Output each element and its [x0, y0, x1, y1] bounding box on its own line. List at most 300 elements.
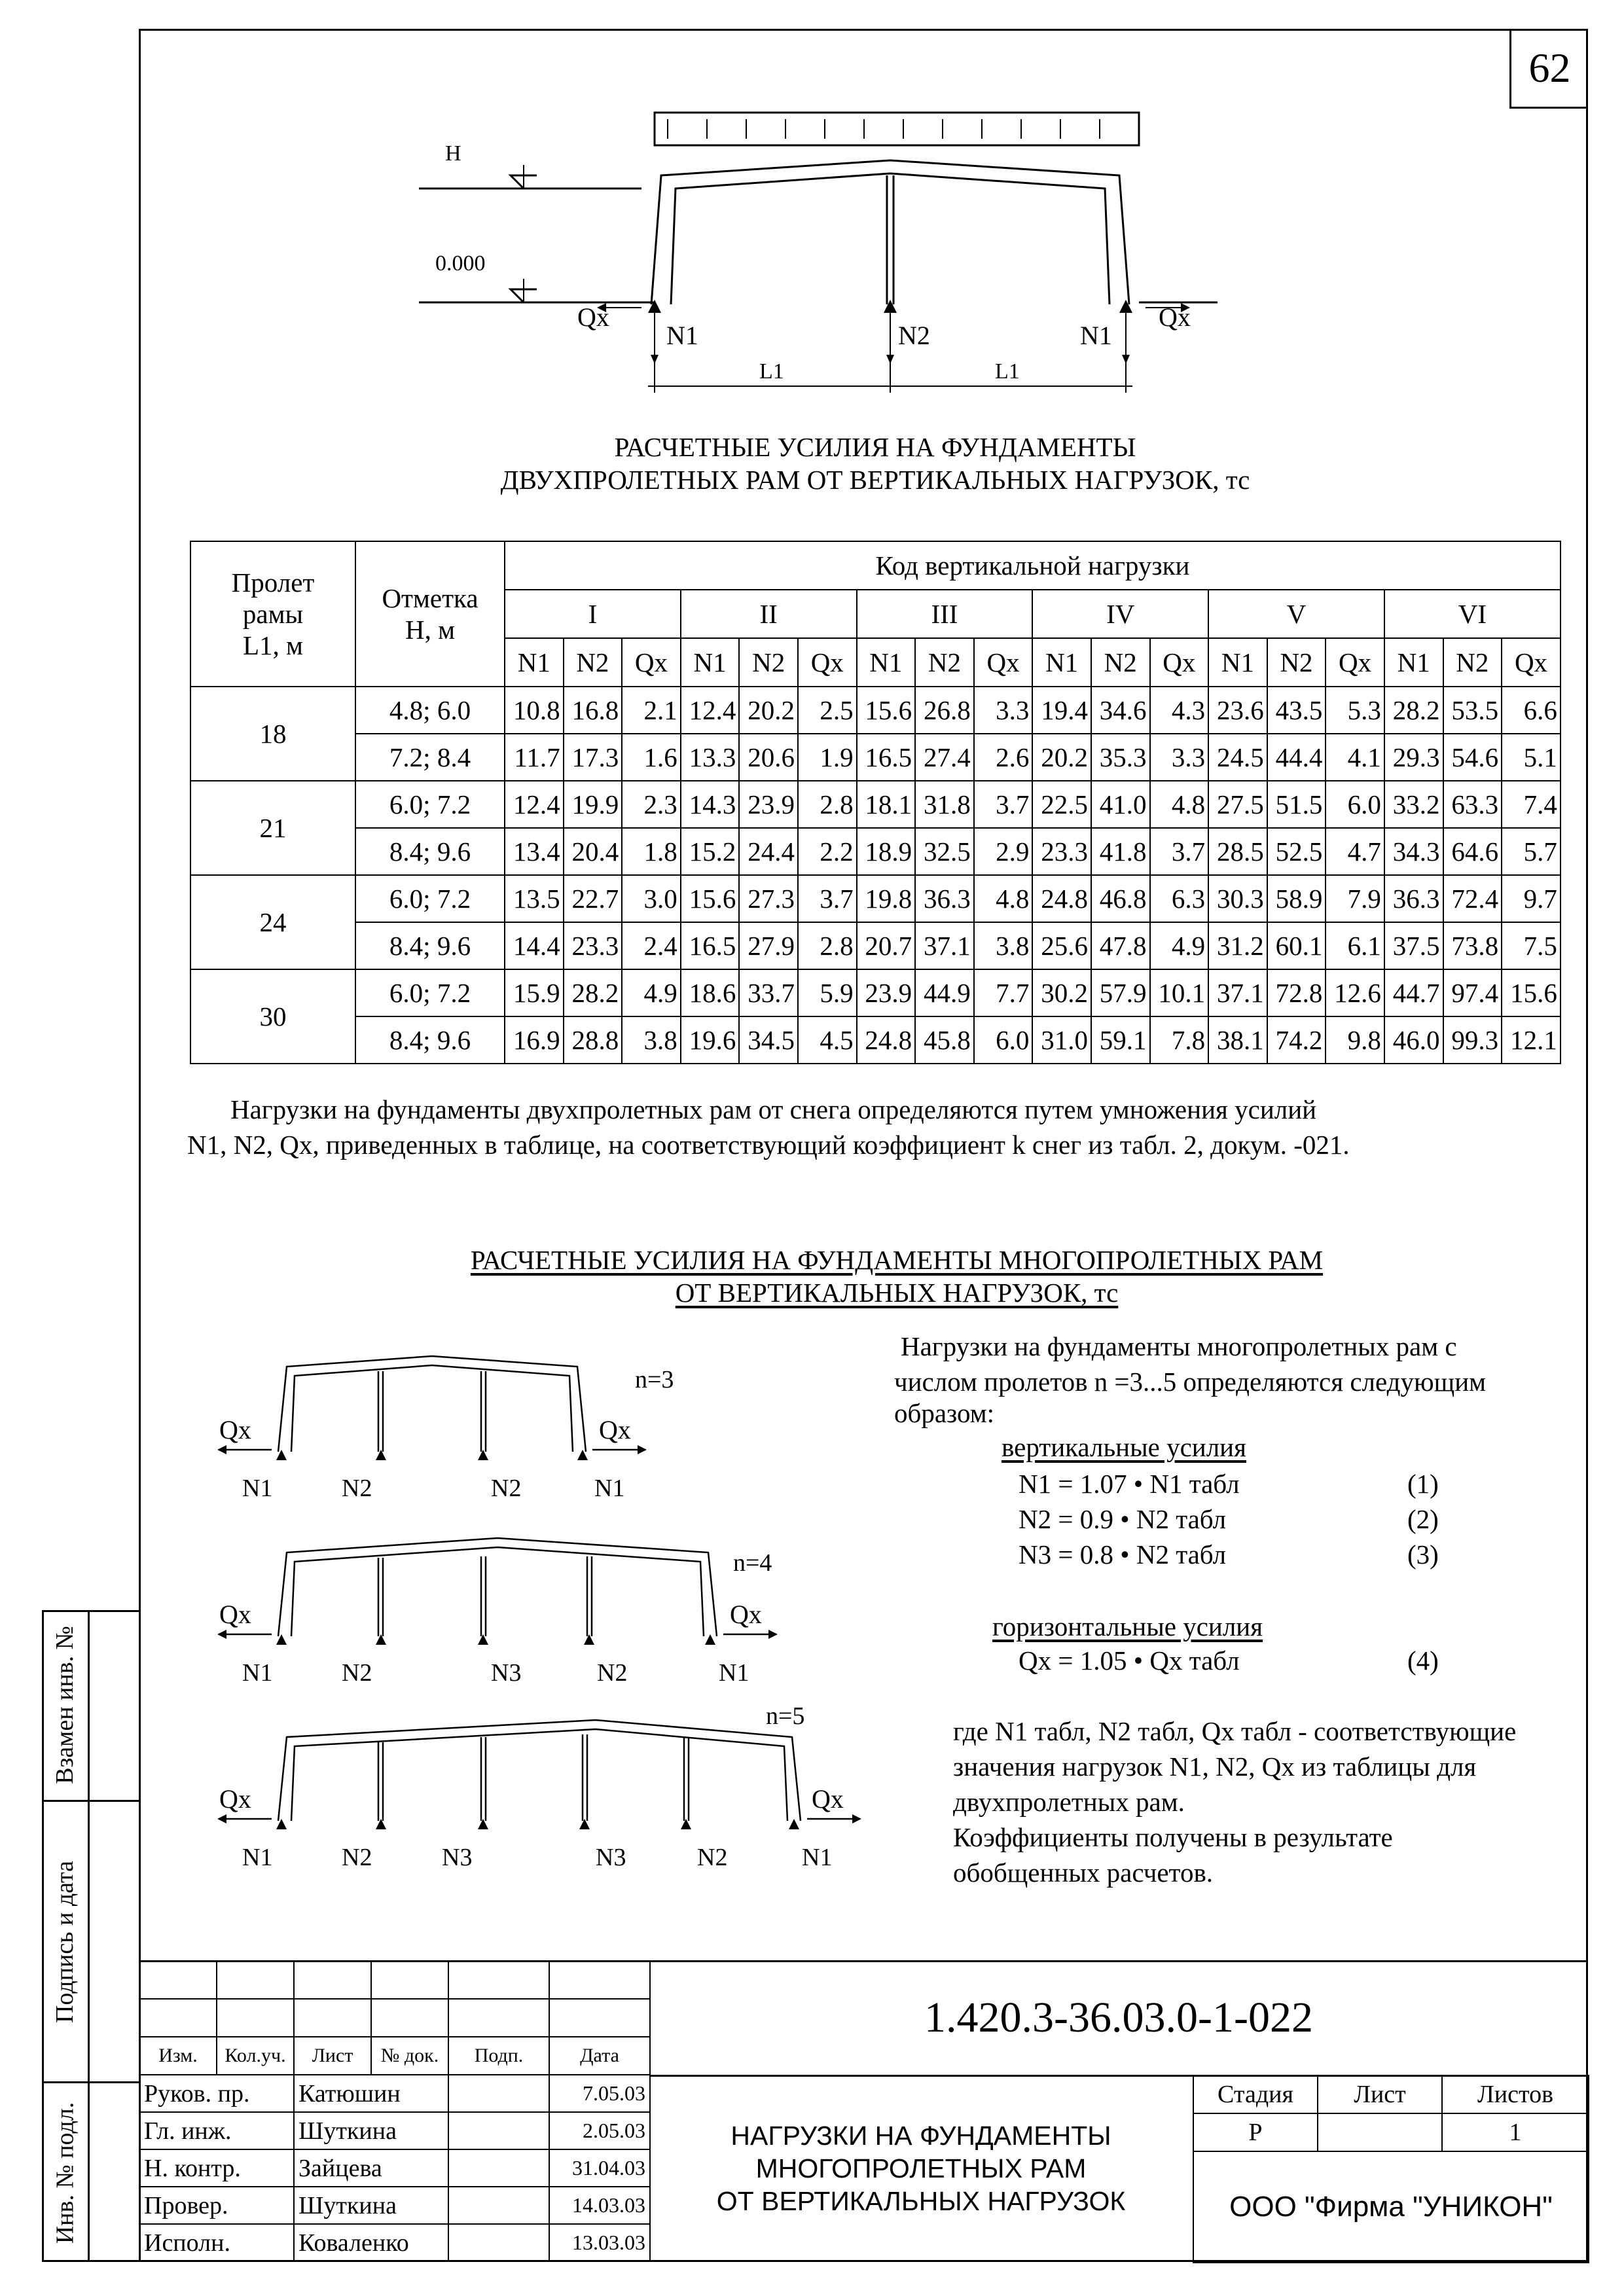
note1-line2: N1, N2, Qx, приведенных в таблице, на соответствующий коэффициент k снег из табл. 2, докум. -021. — [187, 1130, 1350, 1160]
sign-label — [42, 1802, 88, 2081]
signer-role: Исполн. — [139, 2224, 294, 2261]
value-cell: 18.9 — [857, 828, 916, 875]
value-cell: 43.5 — [1267, 687, 1326, 734]
value-cell: 34.5 — [739, 1016, 798, 1064]
value-cell: 30.3 — [1208, 875, 1267, 922]
coef-line2: обобщенных расчетов. — [953, 1857, 1214, 1888]
value-cell: 18.1 — [857, 781, 916, 828]
section1-title — [190, 431, 1561, 496]
value-cell: 15.6 — [1502, 969, 1561, 1016]
value-cell: 19.6 — [681, 1016, 740, 1064]
value-cell: 41.8 — [1091, 828, 1150, 875]
value-cell: 23.3 — [1032, 828, 1091, 875]
signer-role: Н. контр. — [139, 2149, 294, 2187]
mark-cell: 4.8; 6.0 — [355, 687, 505, 734]
sheets-label: Листов — [1442, 2075, 1589, 2113]
label-zero: 0.000 — [435, 251, 486, 276]
value-cell: 34.6 — [1091, 687, 1150, 734]
sub-header: N2 — [1267, 638, 1326, 687]
section1-title-line2: ДВУХПРОЛЕТНЫХ РАМ ОТ ВЕРТИКАЛЬНЫХ НАГРУЗОК, тс — [500, 465, 1250, 495]
value-cell: 12.4 — [681, 687, 740, 734]
value-cell: 4.9 — [622, 969, 681, 1016]
value-cell: 6.0 — [974, 1016, 1033, 1064]
span-cell: 18 — [190, 687, 355, 781]
signer-row — [139, 2224, 650, 2261]
value-cell: 41.0 — [1091, 781, 1150, 828]
value-cell: 1.9 — [798, 734, 857, 781]
value-cell: 58.9 — [1267, 875, 1326, 922]
signer-date: 7.05.03 — [549, 2075, 650, 2112]
value-cell: 27.9 — [739, 922, 798, 969]
value-cell: 5.1 — [1502, 734, 1561, 781]
inv-label — [42, 2083, 88, 2262]
value-cell: 15.2 — [681, 828, 740, 875]
stamp-left — [139, 1960, 651, 2262]
value-cell: 28.2 — [564, 969, 623, 1016]
head-doc: № док. — [371, 2037, 448, 2075]
value-cell: 4.9 — [1150, 922, 1209, 969]
value-cell: 19.9 — [564, 781, 623, 828]
value-cell: 12.1 — [1502, 1016, 1561, 1064]
value-cell: 10.8 — [505, 687, 564, 734]
horizontal-heading: горизонтальные усилия — [992, 1611, 1263, 1641]
value-cell: 6.3 — [1150, 875, 1209, 922]
table-row — [190, 687, 1561, 734]
value-cell: 4.7 — [1326, 828, 1384, 875]
n3-n2-a: N2 — [342, 1475, 372, 1502]
sub-header: N1 — [1032, 638, 1091, 687]
n5-qx-left: Qx — [219, 1784, 251, 1814]
sub-header: N1 — [1384, 638, 1443, 687]
replace-label — [42, 1610, 88, 1800]
label-l1-left: L1 — [759, 359, 784, 384]
n5-n1-right: N1 — [802, 1844, 833, 1871]
value-cell: 74.2 — [1267, 1016, 1326, 1064]
value-cell: 22.7 — [564, 875, 623, 922]
value-cell: 57.9 — [1091, 969, 1150, 1016]
value-cell: 2.8 — [798, 922, 857, 969]
value-cell: 24.5 — [1208, 734, 1267, 781]
value-cell: 7.8 — [1150, 1016, 1209, 1064]
n4-qx-right: Qx — [730, 1600, 762, 1629]
table-row — [190, 828, 1561, 875]
n4-n3: N3 — [491, 1659, 522, 1687]
value-cell: 1.8 — [622, 828, 681, 875]
span-header — [190, 541, 355, 687]
value-cell: 29.3 — [1384, 734, 1443, 781]
signer-name: Катюшин — [294, 2075, 448, 2112]
stamp-right — [1193, 2075, 1589, 2263]
signer-role: Гл. инж. — [139, 2112, 294, 2149]
value-cell: 99.3 — [1443, 1016, 1502, 1064]
value-cell: 23.3 — [564, 922, 623, 969]
value-cell: 6.6 — [1502, 687, 1561, 734]
signer-date: 2.05.03 — [549, 2112, 650, 2149]
label-h: H — [445, 141, 461, 166]
value-cell: 28.2 — [1384, 687, 1443, 734]
span-cell: 21 — [190, 781, 355, 875]
value-cell: 33.2 — [1384, 781, 1443, 828]
value-cell: 7.4 — [1502, 781, 1561, 828]
multi-span-frames — [209, 1342, 890, 1885]
value-cell: 12.6 — [1326, 969, 1384, 1016]
signer-name: Шуткина — [294, 2112, 448, 2149]
value-cell: 28.8 — [564, 1016, 623, 1064]
where-line3: двухпролетных рам. — [953, 1787, 1185, 1817]
value-cell: 44.7 — [1384, 969, 1443, 1016]
value-cell: 13.4 — [505, 828, 564, 875]
head-list: Лист — [294, 2037, 371, 2075]
value-cell: 19.8 — [857, 875, 916, 922]
value-cell: 26.8 — [915, 687, 974, 734]
signer-signature — [448, 2187, 549, 2224]
n3-label: n=3 — [635, 1366, 674, 1393]
formula3: N3 = 0.8 • N2 табл — [1019, 1539, 1227, 1570]
n3-qx-left: Qx — [219, 1415, 251, 1444]
formula3-num: (3) — [1407, 1539, 1439, 1570]
table-row — [190, 875, 1561, 922]
mark-cell: 8.4; 9.6 — [355, 1016, 505, 1064]
value-cell: 46.8 — [1091, 875, 1150, 922]
value-cell: 37.1 — [1208, 969, 1267, 1016]
stage-value: Р — [1193, 2113, 1318, 2151]
stamp-title-line1: НАГРУЗКИ НА ФУНДАМЕНТЫ — [731, 2121, 1111, 2151]
sub-header: N1 — [505, 638, 564, 687]
label-l1-right: L1 — [995, 359, 1020, 384]
signer-row — [139, 2187, 650, 2224]
value-cell: 24.8 — [1032, 875, 1091, 922]
section2-title-line2: ОТ ВЕРТИКАЛЬНЫХ НАГРУЗОК, тс — [675, 1278, 1119, 1308]
stamp-title-line2: МНОГОПРОЛЕТНЫХ РАМ — [755, 2153, 1087, 2183]
value-cell: 14.4 — [505, 922, 564, 969]
intro-line1: Нагрузки на фундаменты многопролетных рам с — [901, 1331, 1457, 1361]
value-cell: 3.8 — [974, 922, 1033, 969]
value-cell: 3.3 — [1150, 734, 1209, 781]
company-name: ООО "Фирма "УНИКОН" — [1193, 2151, 1589, 2263]
value-cell: 60.1 — [1267, 922, 1326, 969]
value-cell: 17.3 — [564, 734, 623, 781]
value-cell: 31.0 — [1032, 1016, 1091, 1064]
signer-signature — [448, 2075, 549, 2112]
value-cell: 64.6 — [1443, 828, 1502, 875]
value-cell: 2.6 — [974, 734, 1033, 781]
signer-row — [139, 2112, 650, 2149]
signer-role: Провер. — [139, 2187, 294, 2224]
value-cell: 47.8 — [1091, 922, 1150, 969]
value-cell: 10.1 — [1150, 969, 1209, 1016]
sub-header: N2 — [564, 638, 623, 687]
value-cell: 27.5 — [1208, 781, 1267, 828]
signer-row — [139, 2075, 650, 2112]
head-izm: Изм. — [139, 2037, 217, 2075]
value-cell: 24.8 — [857, 1016, 916, 1064]
signer-role: Руков. пр. — [139, 2075, 294, 2112]
value-cell: 54.6 — [1443, 734, 1502, 781]
value-cell: 16.8 — [564, 687, 623, 734]
note1-line1: Нагрузки на фундаменты двухпролетных рам от снега определяются путем умножения усилий — [230, 1094, 1317, 1124]
two-span-frame-diagram — [406, 105, 1257, 399]
mark-cell: 6.0; 7.2 — [355, 969, 505, 1016]
n4-n1-left: N1 — [242, 1659, 273, 1687]
n3-n1-left: N1 — [242, 1475, 273, 1502]
value-cell: 31.8 — [915, 781, 974, 828]
n4-n2-b: N2 — [597, 1659, 628, 1687]
value-cell: 33.7 — [739, 969, 798, 1016]
value-cell: 6.1 — [1326, 922, 1384, 969]
intro-line2: числом пролетов n =3...5 определяются следующим — [894, 1367, 1487, 1397]
signer-signature — [448, 2149, 549, 2187]
value-cell: 2.4 — [622, 922, 681, 969]
table-row — [190, 734, 1561, 781]
formula4: Qx = 1.05 • Qx табл — [1019, 1645, 1240, 1676]
value-cell: 4.5 — [798, 1016, 857, 1064]
value-cell: 7.7 — [974, 969, 1033, 1016]
head-date: Дата — [549, 2037, 650, 2075]
value-cell: 3.7 — [1150, 828, 1209, 875]
n5-n2-a: N2 — [342, 1844, 372, 1871]
value-cell: 59.1 — [1091, 1016, 1150, 1064]
sub-header: Qx — [798, 638, 857, 687]
page-number: 62 — [1509, 29, 1588, 109]
value-cell: 35.3 — [1091, 734, 1150, 781]
signer-date: 14.03.03 — [549, 2187, 650, 2224]
where-line1: где N1 табл, N2 табл, Qx табл - соответствующие — [953, 1716, 1517, 1746]
value-cell: 18.6 — [681, 969, 740, 1016]
formula4-num: (4) — [1407, 1645, 1439, 1676]
n3-n2-b: N2 — [491, 1475, 522, 1502]
value-cell: 52.5 — [1267, 828, 1326, 875]
value-cell: 19.4 — [1032, 687, 1091, 734]
sub-header: Qx — [1502, 638, 1561, 687]
value-cell: 1.6 — [622, 734, 681, 781]
inv-label-text: Инв. № подл. — [51, 2102, 79, 2244]
signer-name: Зайцева — [294, 2149, 448, 2187]
sub-header: N2 — [915, 638, 974, 687]
value-cell: 20.7 — [857, 922, 916, 969]
value-cell: 4.8 — [974, 875, 1033, 922]
value-cell: 5.3 — [1326, 687, 1384, 734]
sheet-value — [1318, 2113, 1442, 2151]
value-cell: 22.5 — [1032, 781, 1091, 828]
n5-n1-left: N1 — [242, 1844, 273, 1871]
stamp-title — [649, 2075, 1193, 2262]
signer-name: Коваленко — [294, 2224, 448, 2261]
value-cell: 15.6 — [857, 687, 916, 734]
n5-label: n=5 — [766, 1702, 805, 1730]
value-cell: 37.5 — [1384, 922, 1443, 969]
value-cell: 97.4 — [1443, 969, 1502, 1016]
value-cell: 2.2 — [798, 828, 857, 875]
sub-header: N1 — [681, 638, 740, 687]
side-strip-divider — [88, 1610, 90, 2262]
span-header-line2: рамы — [242, 599, 304, 629]
value-cell: 34.3 — [1384, 828, 1443, 875]
section1-title-line1: РАСЧЕТНЫЕ УСИЛИЯ НА ФУНДАМЕНТЫ — [614, 432, 1136, 462]
value-cell: 36.3 — [1384, 875, 1443, 922]
sub-header: Qx — [622, 638, 681, 687]
span-header-line1: Пролет — [231, 567, 315, 598]
value-cell: 20.2 — [1032, 734, 1091, 781]
section2-title — [406, 1244, 1388, 1309]
value-cell: 5.9 — [798, 969, 857, 1016]
sub-header: Qx — [974, 638, 1033, 687]
value-cell: 44.9 — [915, 969, 974, 1016]
table-row — [190, 922, 1561, 969]
value-cell: 4.3 — [1150, 687, 1209, 734]
n3-qx-right: Qx — [599, 1415, 631, 1444]
value-cell: 9.7 — [1502, 875, 1561, 922]
load-code-5: V — [1208, 590, 1384, 638]
sheet-label: Лист — [1318, 2075, 1442, 2113]
formula1-num: (1) — [1407, 1469, 1439, 1499]
mark-cell: 8.4; 9.6 — [355, 922, 505, 969]
value-cell: 27.4 — [915, 734, 974, 781]
mark-header-line1: Отметка — [382, 583, 478, 613]
signer-row — [139, 2149, 650, 2187]
sub-header: Qx — [1150, 638, 1209, 687]
signer-date: 13.03.03 — [549, 2224, 650, 2261]
label-n1-left: N1 — [666, 321, 698, 350]
intro-line3: образом: — [894, 1398, 995, 1428]
value-cell: 9.8 — [1326, 1016, 1384, 1064]
load-code-2: II — [681, 590, 857, 638]
mark-header-line2: H, м — [405, 615, 456, 645]
value-cell: 3.3 — [974, 687, 1033, 734]
value-cell: 73.8 — [1443, 922, 1502, 969]
n5-qx-right: Qx — [812, 1784, 844, 1814]
mark-cell: 7.2; 8.4 — [355, 734, 505, 781]
load-table — [190, 541, 1561, 1064]
vertical-heading: вертикальные усилия — [1001, 1432, 1246, 1462]
mark-cell: 6.0; 7.2 — [355, 781, 505, 828]
n5-n3-b: N3 — [596, 1844, 626, 1871]
n3-n1-right: N1 — [594, 1475, 625, 1502]
formula1: N1 = 1.07 • N1 табл — [1019, 1469, 1240, 1499]
value-cell: 2.1 — [622, 687, 681, 734]
sub-header: N2 — [739, 638, 798, 687]
load-box — [655, 113, 1139, 145]
head-kol: Кол.уч. — [217, 2037, 294, 2075]
value-cell: 2.9 — [974, 828, 1033, 875]
value-cell: 2.5 — [798, 687, 857, 734]
value-cell: 23.9 — [857, 969, 916, 1016]
section2-title-line1: РАСЧЕТНЫЕ УСИЛИЯ НА ФУНДАМЕНТЫ МНОГОПРОЛЕТНЫХ РАМ — [470, 1245, 1324, 1275]
value-cell: 53.5 — [1443, 687, 1502, 734]
value-cell: 7.9 — [1326, 875, 1384, 922]
head-podp: Подп. — [448, 2037, 549, 2075]
value-cell: 6.0 — [1326, 781, 1384, 828]
value-cell: 28.5 — [1208, 828, 1267, 875]
table-row — [190, 1016, 1561, 1064]
value-cell: 44.4 — [1267, 734, 1326, 781]
signer-signature — [448, 2112, 549, 2149]
value-cell: 45.8 — [915, 1016, 974, 1064]
replace-label-text: Взамен инв. № — [51, 1626, 79, 1784]
sheets-value: 1 — [1442, 2113, 1589, 2151]
value-cell: 2.3 — [622, 781, 681, 828]
span-cell: 30 — [190, 969, 355, 1064]
mark-cell: 8.4; 9.6 — [355, 828, 505, 875]
value-cell: 15.9 — [505, 969, 564, 1016]
value-cell: 20.2 — [739, 687, 798, 734]
n4-qx-left: Qx — [219, 1600, 251, 1629]
table-row — [190, 969, 1561, 1016]
stamp-title-line3: ОТ ВЕРТИКАЛЬНЫХ НАГРУЗОК — [716, 2186, 1126, 2216]
value-cell: 36.3 — [915, 875, 974, 922]
value-cell: 15.6 — [681, 875, 740, 922]
n4-label: n=4 — [733, 1549, 772, 1577]
formula2-num: (2) — [1407, 1504, 1439, 1534]
value-cell: 16.5 — [857, 734, 916, 781]
sub-header: N2 — [1091, 638, 1150, 687]
value-cell: 72.4 — [1443, 875, 1502, 922]
value-cell: 4.1 — [1326, 734, 1384, 781]
sign-label-text: Подпись и дата — [51, 1860, 79, 2023]
value-cell: 3.7 — [798, 875, 857, 922]
value-cell: 72.8 — [1267, 969, 1326, 1016]
value-cell: 13.3 — [681, 734, 740, 781]
value-cell: 13.5 — [505, 875, 564, 922]
value-cell: 16.5 — [681, 922, 740, 969]
table-row — [190, 781, 1561, 828]
value-cell: 5.7 — [1502, 828, 1561, 875]
stage-label: Стадия — [1193, 2075, 1318, 2113]
value-cell: 7.5 — [1502, 922, 1561, 969]
n4-n1-right: N1 — [719, 1659, 749, 1687]
value-cell: 51.5 — [1267, 781, 1326, 828]
signer-signature — [448, 2224, 549, 2261]
value-cell: 3.7 — [974, 781, 1033, 828]
value-cell: 16.9 — [505, 1016, 564, 1064]
value-cell: 38.1 — [1208, 1016, 1267, 1064]
label-n2: N2 — [898, 321, 930, 350]
mark-cell: 6.0; 7.2 — [355, 875, 505, 922]
formula2: N2 = 0.9 • N2 табл — [1019, 1504, 1227, 1534]
value-cell: 23.9 — [739, 781, 798, 828]
value-cell: 11.7 — [505, 734, 564, 781]
value-cell: 12.4 — [505, 781, 564, 828]
signer-date: 31.04.03 — [549, 2149, 650, 2187]
coef-line1: Коэффициенты получены в результате — [953, 1822, 1393, 1852]
sub-header: N1 — [1208, 638, 1267, 687]
mark-header — [355, 541, 505, 687]
value-cell: 30.2 — [1032, 969, 1091, 1016]
signer-name: Шуткина — [294, 2187, 448, 2224]
doc-code: 1.420.3-36.03.0-1-022 — [924, 1993, 1313, 2041]
value-cell: 2.8 — [798, 781, 857, 828]
value-cell: 23.6 — [1208, 687, 1267, 734]
load-code-header: Код вертикальной нагрузки — [505, 541, 1561, 590]
value-cell: 25.6 — [1032, 922, 1091, 969]
load-code-4: IV — [1032, 590, 1208, 638]
value-cell: 4.8 — [1150, 781, 1209, 828]
load-code-6: VI — [1384, 590, 1561, 638]
sub-header: Qx — [1326, 638, 1384, 687]
label-qx-left: Qx — [577, 302, 609, 332]
value-cell: 3.0 — [622, 875, 681, 922]
value-cell: 37.1 — [915, 922, 974, 969]
value-cell: 27.3 — [739, 875, 798, 922]
value-cell: 3.8 — [622, 1016, 681, 1064]
value-cell: 63.3 — [1443, 781, 1502, 828]
n5-n2-b: N2 — [697, 1844, 728, 1871]
sub-header: N1 — [857, 638, 916, 687]
label-n1-right: N1 — [1080, 321, 1112, 350]
value-cell: 46.0 — [1384, 1016, 1443, 1064]
value-cell: 24.4 — [739, 828, 798, 875]
span-cell: 24 — [190, 875, 355, 969]
n5-n3-a: N3 — [442, 1844, 473, 1871]
